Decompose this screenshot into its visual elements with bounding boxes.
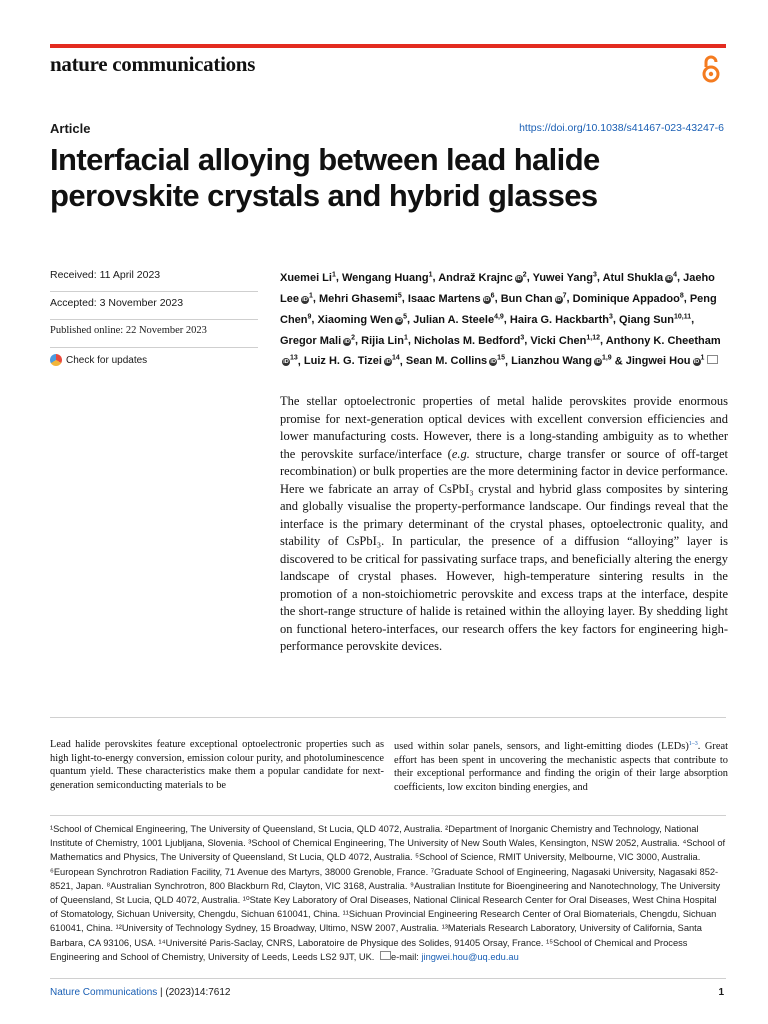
author (438, 272, 526, 284)
author-name[interactable]: Nicholas M. Bedford (413, 334, 521, 347)
author-affiliation-ref: 1 (308, 291, 313, 299)
check-updates-label: Check for updates (66, 354, 148, 366)
orcid-icon[interactable]: iD (555, 296, 562, 303)
author (304, 355, 400, 367)
author-affiliation-ref: 5 (403, 312, 408, 320)
author-name[interactable]: Qiang Sun (619, 313, 674, 326)
mail-icon[interactable] (707, 355, 718, 364)
author-affiliation-ref: 4,9 (494, 312, 504, 320)
author-name[interactable]: Sean M. Collins (405, 355, 488, 368)
author-affiliation-ref: 7 (562, 291, 567, 299)
author-name[interactable]: Jaeho Lee (280, 271, 715, 305)
author-affiliation-ref: 1 (403, 333, 408, 341)
open-access-icon (700, 54, 722, 84)
author-affiliation-ref: 1 (428, 271, 433, 278)
article-type: Article (50, 121, 91, 136)
orcid-icon[interactable]: iD (693, 359, 700, 366)
author-affiliation-ref: 3 (608, 312, 613, 320)
author (530, 335, 600, 347)
author (619, 314, 691, 326)
author-name[interactable]: Yuwei Yang (532, 271, 593, 284)
author (573, 293, 684, 305)
author-name[interactable]: Luiz H. G. Tizei (303, 355, 382, 368)
author (413, 314, 504, 326)
author-affiliation-ref: 2 (522, 271, 527, 278)
author (318, 314, 408, 326)
footer-divider (50, 978, 726, 979)
author (406, 355, 505, 367)
author-affiliation-ref: 10,11 (674, 312, 692, 320)
author-name[interactable]: Anthony K. Cheetham (605, 334, 721, 347)
author (603, 272, 677, 284)
affiliations-text: ¹School of Chemical Engineering, The University of Queensland, St Lucia, QLD 4072, Australia. ²Department of Inorganic Chemistry and Technology, National Institute of Chemistry, 1001 Ljubljana, Slovenia. ³School of Chemical Engineering, The University of New South Wales, Kensington, NSW 2052, Australia. ⁴School of Mathematics and Physics, The University of Queensland, St Lucia, QLD 4072, Australia. ⁵School of Science, RMIT University, Melbourne, VIC 3000, Australia. ⁶European Synchrotron Radiation Facility, 71 Avenue des Martyrs, 38000 Grenoble, France. ⁷Graduate School of Engineering, Nagasaki University, Nagasaki 852-8521, Japan. ⁸Australian Synchrotron, 800 Blackburn Rd, Clayton, VIC 3168, Australia. ⁹Australian Institute for Bioengineering and Nanotechnology, The University of Queensland, St Lucia, QLD 4072, Australia. ¹⁰State Key Laboratory of Oral Diseases, National Clinical Research Center for Oral Diseases, West China Hospital of Stomatology, Sichuan University, Chengdu, Sichuan 610041, China. ¹¹Sichuan Provincial Engineering Research Center of Oral Biomaterials, Chengdu, Sichuan 610041, China. ¹²University of Technology Sydney, 15 Broadway, Ultimo, NSW 2007, Australia. ¹³Materials Research Laboratory, University of California, Santa Barbara, CA 93106, USA. ¹⁴Université Paris-Saclay, CNRS, Laboratoire de Physique des Solides, 91405 Orsay, France. ¹⁵School of Chemical and Process Engineering and School of Chemistry, University of Leeds, Leeds LS2 9JT, UK. (50, 824, 726, 962)
orcid-icon[interactable]: iD (666, 275, 672, 282)
author (280, 272, 336, 284)
author (626, 355, 719, 367)
check-updates-button[interactable] (50, 348, 258, 372)
author-affiliation-ref: 8 (679, 291, 684, 299)
email-label: e-mail: (390, 951, 422, 962)
author-name[interactable]: Andraž Krajnc (438, 271, 513, 284)
orcid-icon[interactable]: iD (302, 296, 308, 303)
author-affiliation-ref: 5 (397, 291, 402, 299)
orcid-icon[interactable]: iD (516, 275, 522, 282)
author-name[interactable]: Gregor Mali (280, 334, 342, 347)
author (408, 293, 495, 305)
check-updates-icon (50, 354, 62, 366)
author-name[interactable]: Bun Chan (500, 292, 553, 305)
author-affiliation-ref: 2 (351, 333, 356, 341)
author-name[interactable]: Wengang Huang (342, 271, 429, 284)
orcid-icon[interactable]: iD (490, 359, 496, 366)
orcid-icon[interactable]: iD (483, 296, 490, 303)
author-name[interactable]: Atul Shukla (602, 271, 664, 284)
author-name[interactable]: Haira G. Hackbarth (509, 313, 609, 326)
accepted-date: Accepted: 3 November 2023 (50, 292, 258, 320)
author-name[interactable]: Isaac Martens (407, 292, 481, 305)
orcid-icon[interactable]: iD (396, 317, 402, 324)
footer-volume: | (2023)14:7612 (157, 987, 231, 998)
body-text-right-rest: . Great effort has been spent in uncovering the mechanistic aspects that contribute to their exceptional performance and finding the origin of their large absorption coefficients, low exciton binding energies, and (394, 741, 728, 793)
published-date: Published online: 22 November 2023 (50, 320, 258, 348)
author-affiliation-ref: 1 (700, 354, 705, 362)
orcid-icon[interactable]: iD (385, 359, 391, 366)
orcid-icon[interactable]: iD (283, 359, 289, 366)
author-name[interactable]: Vicki Chen (530, 334, 587, 347)
author (319, 293, 402, 305)
author-name[interactable]: Dominique Appadoo (572, 292, 680, 305)
author-name[interactable]: Lianzhou Wang (511, 355, 592, 368)
author-affiliation-ref: 1,9 (601, 354, 612, 362)
author (501, 293, 567, 305)
author-affiliation-ref: 4 (673, 271, 677, 278)
author-affiliation-ref: 6 (490, 291, 495, 299)
doi-link[interactable]: https://doi.org/10.1038/s41467-023-43247-6 (519, 122, 724, 134)
article-title: Interfacial alloying between lead halide perovskite crystals and hybrid glasses (50, 142, 600, 213)
author-list: Xuemei Li$^1$, Wengang Huang$^1$, Andraž Krajnc $iD^2$, Yuwei Yang$^3$, Atul Shukla $iD^4$, Jaeho Lee $iD^1$, Mehri Ghasemi$^5$, Isaac Martens $iD^6$, Bun Chan $iD^7$, Dominique Appadoo$^8$, Peng Chen$^9$, Xiaoming Wen $iD^5$, Julian A. Steele$^{4,9}$, Haira G. Hackbarth$^3$, Qiang Sun$^{10,11}$, Gregor Mali $iD^2$, Rijia Lin$^1$, Nicholas M. Bedford$^3$, Vicki Chen$^{1,12}$, Anthony K. CheethamiD$^{13}$, Luiz H. G. Tizei $iD^{14}$, Sean M. Collins $iD^{15}$, Lianzhou Wang iD$^{1,9}$ & Jingwei Hou $iD^1$ (280, 271, 721, 368)
divider (50, 815, 726, 816)
author-affiliation-ref: 13 (290, 354, 298, 362)
author-name[interactable]: Mehri Ghasemi (319, 292, 398, 305)
author (414, 335, 524, 347)
author (280, 335, 355, 347)
orcid-icon[interactable]: iD (595, 359, 601, 366)
author-affiliation-ref: 3 (520, 333, 525, 341)
citation-ref[interactable]: 1–3 (688, 741, 698, 747)
footer-journal-link[interactable]: Nature Communications (50, 987, 158, 998)
author-name[interactable]: Rijia Lin (361, 334, 404, 347)
author (511, 355, 612, 367)
author-name[interactable]: Peng Chen (280, 292, 717, 326)
author-affiliation-ref: 1,12 (586, 333, 601, 341)
mail-icon (380, 951, 391, 960)
author-name[interactable]: Jingwei Hou (625, 355, 691, 368)
author (533, 272, 597, 284)
publication-dates (50, 264, 258, 372)
orcid-icon[interactable]: iD (344, 338, 350, 345)
divider (50, 717, 726, 718)
author (361, 335, 408, 347)
author-affiliation-ref: 3 (592, 271, 597, 278)
author-name[interactable]: Xiaoming Wen (317, 313, 394, 326)
author-name[interactable]: Julian A. Steele (413, 313, 495, 326)
author-affiliation-ref: 14 (391, 354, 400, 362)
author-affiliation-ref: 15 (497, 354, 505, 362)
journal-name: nature communications (50, 52, 256, 76)
author (510, 314, 613, 326)
abstract: The stellar optoelectronic properties of metal halide perovskites provide enormous promise for next-generation optical devices with excellent conversion efficiencies and lower manufacturing costs. However, there is a long-standing ambiguity as to whether the perovskite surface/interface (e.g. structure, charge transfer or source of off-target recombination) or bulk properties are the more determining factor in device performance. Here we fabricate an array of CsPbI₃ crystal and hybrid glass composites by sintering and globally visualise the property-performance landscape. Our findings reveal that the interface is the primary determinant of the crystal phases, optoelectronic quality, and stability of CsPbI₃. In particular, the presence of a diffusion “alloying” layer is discovered to be critical for passivating surface traps, and beneficially altering the energy landscape of crystal phases. However, high-temperature sintering results in the promotion of a non-stoichiometric perovskite and excess traps at the interface, despite the short-range structure of halide is retained within the alloying layer. By shedding light on functional hetero-interfaces, our research offers the key factors for engineering high-performance perovskite devices. (280, 394, 728, 653)
author (342, 272, 432, 284)
body-text-right (394, 738, 728, 794)
email-link[interactable]: jingwei.hou@uq.edu.au (421, 951, 519, 962)
affiliations (50, 822, 726, 964)
header-accent-bar (50, 44, 726, 48)
received-date: Received: 11 April 2023 (50, 264, 258, 292)
author-affiliation-ref: 1 (331, 271, 336, 278)
author-name[interactable]: Xuemei Li (280, 271, 332, 284)
author-affiliation-ref: 9 (307, 312, 312, 320)
footer-citation (50, 987, 230, 998)
body-text-right-start: used within solar panels, sensors, and light-emitting diodes (LEDs) (394, 741, 689, 752)
page-number: 1 (718, 987, 724, 998)
body-text-left: Lead halide perovskites feature exceptional optoelectronic properties such as high light-to-energy conversion, emission colour purity, and photoluminescence quantum yield. These characteristics make them a popular candidate for next-generation semiconducting materials to be (50, 739, 384, 791)
